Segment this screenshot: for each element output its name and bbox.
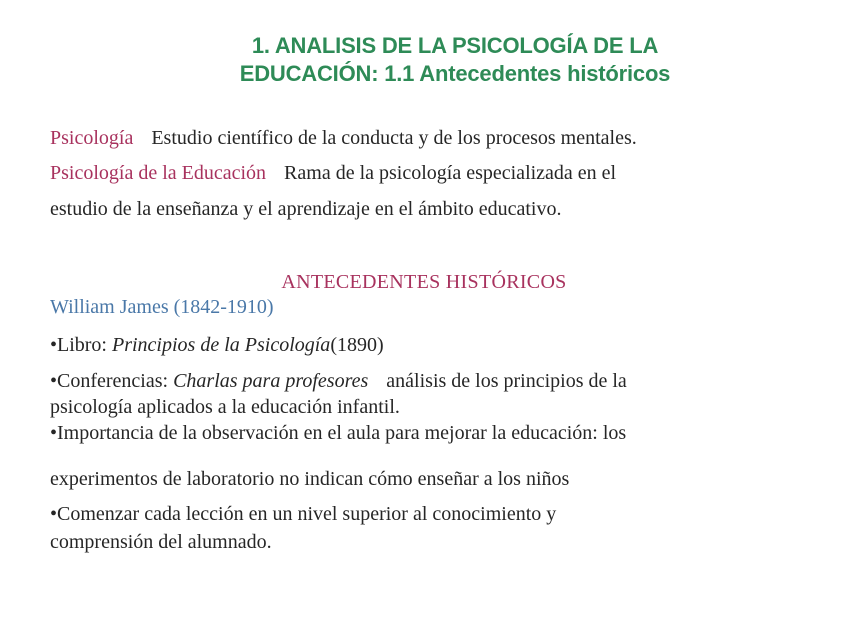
slide-title-line-2: EDUCACIÓN: 1.1 Antecedentes históricos [239,61,671,86]
bullet-lesson-line-2: comprensión del alumnado. [50,531,272,553]
definition-term: Psicología [50,127,134,149]
bullet-lectures [50,369,627,393]
author-name: William James (1842-1910) [50,296,274,318]
bullet-observation-line-1: •Importancia de la observación en el aula para mejorar la educación: los [50,422,627,444]
lectures-title: Charlas para profesores [173,370,369,392]
bullet-lectures-prefix: •Conferencias: [50,370,174,392]
book-title: Principios de la Psicología [112,334,331,356]
section-heading: ANTECEDENTES HISTÓRICOS [281,271,567,293]
slide-title [130,32,780,88]
book-year: (1890) [330,334,384,356]
definition-text: Rama de la psicología especializada en el [284,162,617,184]
bullet-book [50,333,384,357]
bullet-lectures-continuation: psicología aplicados a la educación infantil. [50,396,400,418]
bullet-lesson-line-1: •Comenzar cada lección en un nivel superior al conocimiento y [50,503,557,525]
definition-psicologia [50,126,637,150]
bullet-book-prefix: •Libro: [50,334,112,356]
slide-title-line-1: 1. ANALISIS DE LA PSICOLOGÍA DE LA [251,33,659,58]
bullet-observation-line-2: experimentos de laboratorio no indican cómo enseñar a los niños [50,468,570,490]
definition-text: Estudio científico de la conducta y de los procesos mentales. [151,127,637,149]
lectures-text: análisis de los principios de la [386,370,627,392]
definition-term: Psicología de la Educación [50,162,267,184]
definition-continuation: estudio de la enseñanza y el aprendizaje en el ámbito educativo. [50,198,562,220]
definition-psicologia-educacion [50,161,616,185]
